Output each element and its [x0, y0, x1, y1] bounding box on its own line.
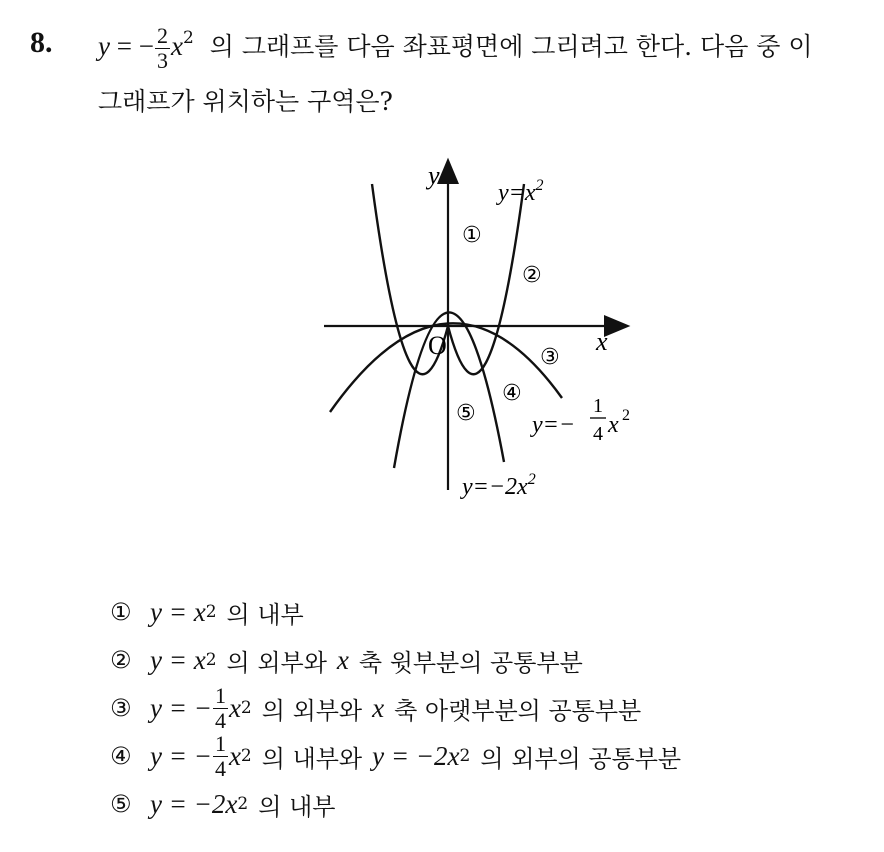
coordinate-plane-graph	[310, 150, 640, 500]
choice-4-x: x	[228, 740, 241, 771]
choice-2[interactable]: ② y = x 2 의 외부와 x 축 윗부분의 공통부분	[110, 644, 583, 677]
choice-1-text: 의 내부	[226, 600, 304, 629]
choice-3-text: 의 외부와	[261, 696, 363, 725]
svg-text:4: 4	[593, 423, 603, 445]
choice-1-mark: ①	[110, 598, 132, 626]
region-2-label: ②	[522, 263, 542, 288]
region-3-label: ③	[540, 345, 560, 370]
question-number: 8.	[30, 26, 53, 59]
question-line-2: 그래프가 위치하는 구역은?	[98, 87, 393, 116]
choice-3-mark: ③	[110, 694, 132, 722]
region-5-label: ⑤	[456, 401, 476, 426]
exponent: 2	[182, 28, 194, 48]
choice-2-math: y = x	[150, 644, 206, 675]
choice-3-text2: 축 아랫부분의 공통부분	[394, 696, 642, 725]
label-y-x2: $y=x^2$	[498, 177, 544, 206]
choice-3-x: x	[228, 692, 241, 723]
x-axis-label: x	[596, 327, 608, 356]
choice-2-text2: 축 윗부분의 공통부분	[358, 648, 583, 677]
answer-choices	[110, 588, 681, 828]
svg-text:y=−: y=−	[532, 412, 576, 438]
choice-3-fraction: $\frac{1}{4}$	[214, 682, 226, 733]
choice-4-math: y = −	[150, 740, 212, 771]
choice-4-mark: ④	[110, 742, 132, 770]
choice-1-math: y = x	[150, 596, 206, 627]
choice-5-math: y = −2x	[150, 788, 238, 819]
choice-4-fraction: $\frac{1}{4}$	[214, 730, 226, 781]
svg-text:x: x	[608, 412, 619, 438]
choice-3-var: x	[372, 692, 385, 723]
choice-3-math: y = −	[150, 692, 212, 723]
svg-text:1: 1	[593, 395, 603, 417]
choice-5-mark: ⑤	[110, 790, 132, 818]
choice-3[interactable]: ③ y = − $\frac{1}{4}$ x 2 의 외부와 x 축 아랫부분의 공통부분	[110, 682, 642, 733]
choice-4-text: 의 내부와	[261, 744, 363, 773]
question-line-1	[98, 24, 813, 73]
choice-2-mark: ②	[110, 646, 132, 674]
label-y-neg-quarter-x2	[530, 395, 630, 445]
region-4-label: ④	[502, 381, 522, 406]
question-text-1: 의 그래프를 다음 좌표평면에 그리려고 한다. 다음 중 이	[209, 32, 813, 61]
choice-4[interactable]: ④ y = − $\frac{1}{4}$ x 2 의 내부와 y = −2x 2 의 외부의 공통부분	[110, 730, 682, 781]
math-eq: = −	[109, 31, 154, 61]
math-x: x	[170, 31, 183, 61]
region-1-label: ①	[462, 223, 482, 248]
choice-4-text2: 의 외부의 공통부분	[480, 744, 682, 773]
choice-2-var: x	[336, 644, 349, 675]
fraction: $\frac{2}{3}$	[156, 23, 168, 73]
math-y: y	[98, 31, 110, 61]
y-axis-label: y	[428, 161, 440, 190]
choice-4-math2: y = −2x	[372, 740, 460, 771]
choice-2-text: 의 외부와	[226, 648, 327, 677]
choice-5-text: 의 내부	[258, 792, 336, 821]
choice-1[interactable]: ① y = x 2 의 내부	[110, 596, 304, 629]
svg-text:2: 2	[622, 407, 630, 424]
origin-label: O	[428, 331, 447, 360]
label-y-neg-2x2: $y=-2x^2$	[462, 471, 536, 500]
choice-5[interactable]: ⑤ y = −2x 2 의 내부	[110, 788, 336, 821]
